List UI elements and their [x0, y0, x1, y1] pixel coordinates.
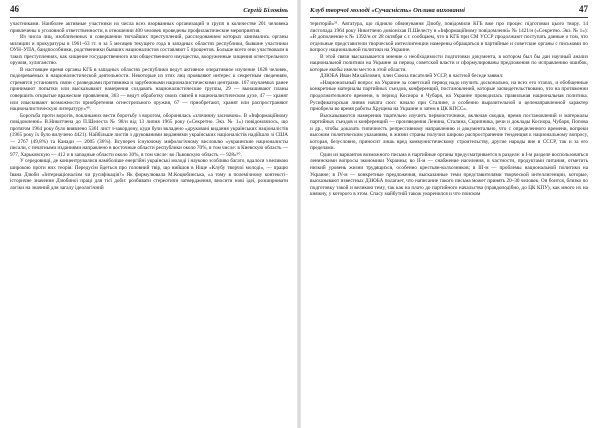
- right-page-header: [310, 4, 588, 18]
- left-page-header: [10, 4, 288, 18]
- right-page: [302, 0, 598, 428]
- paragraph: Один из вариантов возможного письма в партийные органы предусматривается в разделе: в I-м разделе воспользоваться ленинскими вопросы экономики Украины; во II-м — снабжение населения, в частности, продуктами питания, отметить низкий уровень жизни трудящихся, особенно крестьян-колхозников; в III-м — проблемы национальной политики на Украине; в IV-м — конкретные предложения, высказанные теми представителями творческой интеллигенции, которые, высказывают известных ДЗЮБА полагает, что написание такого письма может принять 20–30 человек. Он боится, близко по подготовку такой и великою тему, так как на плато до партийного начальства (правдоподібно, до ЦК КПУ), как много их на княжну, у которого в этом. Спасу майбутній також укоренился и что поиском: [310, 151, 588, 198]
- paragraph: У середовищі, де концентрувалися наміболіше енергійні українські молоді і науково зсобливо багато, вдалося з великою широкою проти них теорія. Передусім йдеться про головний твір, що вийшов в Ніще «Клубу творчої молоді», — працю Івана Дзюби «Інтернаціоналізм чи русифікація?» Як формулювала М.Коцюбинська, «а тому в полемічному контексті–історичне значення Дзюбиної праці для тієї доби: розбивати стереотипи затвердження, вносити нові ідеї, розширювати логіки на значний для загалу ідеологічний: [10, 158, 288, 191]
- right-running-head: Клуб творчої молоді «Сучасність» Оплива вихованні: [310, 7, 465, 14]
- book-gutter: [297, 0, 301, 428]
- paragraph: участниками. Наиболее активные участники из числа всех взорванных организаций и групп в количестве 201 человека привлечены к уголовной ответственности, в отношении 400 человек проведены профилактические мероприятия.: [10, 21, 288, 34]
- paragraph: територій»⁵¹. Автатура, що підняло обвинування Дзюбу, повідомили КГБ вже про процес підготовки цього твору. 14 листопада 1964 року Никитчено довіоніхав П.Шелесту в «Інформаційному повідомленні» № 1421/н («Секретно. Экз. № 1»): «В дополнение к № 1392/н от 28 октября с.г. сообщаем, что в КГБ при СМ УССР продолжают поступать данные о том, что отдельные представители творческой интеллигенции намерены обращаться в партийные и советские органы с письмами по вопросу национальной политики на Украине.: [310, 21, 588, 54]
- paragraph: Из числа лиц, изобличенных в совершении тягчайших преступлений, расследованием которых занимались органы милиции и прокуратуры в 1961–63 гг. и за 5 месяцев текущего года в западных областях республики, бывшие участники ОУН–УПА, бандпособники, родственники бывших националистов составляют 5 процентов. Больше всего они участвовали в таких преступлениях, как хищение государственного или общественного имущества, вооруженные хищения огнестрельного оружия, хулиганство.: [10, 34, 288, 67]
- left-page-body: [10, 21, 288, 191]
- paragraph: В этой связи высказывается мнение о необходимости подготовки документа, в котором был бы дан научный анализ национальной политики на Украине за период советской власти и сформулированы предложения по исправлению ошибок, которые якобы имели место в этой области.: [310, 53, 588, 73]
- left-page-number: 46: [10, 4, 19, 14]
- right-page-number: 47: [579, 4, 588, 14]
- paragraph: ДЗЮБА Иван Михайлович, член Союза писателей УССР, в частной беседе заявил:: [320, 73, 504, 80]
- paragraph: Боротьба проти ворогів, покликаних вести боротьбу з ворогом, оборонялась «злочинну засновою». В «Інформаційному повідомленні» В.Никитчена до П.Шелеста № 98/н від 13 липня 1965 року («Секретно. Экз. № 1») повідомлялось, що протягом 1964 року було виявлено 5361 лист з-закордону, куди були вкладено «друковані видання українських націоналістів (1965 року їх було вилучено 4421). Найбільше листів з друкованими виданнями українських націоналістів надійшло зі США — 2767 (49,8%) та Канади — 2005 (36%). Всупереч існуючому мифологічному висловлю «украинские националисты писали, с печатными изданиями направлено в восточные области республики около 70%, в том числе: в Киевскую область — 977, Харьковскую — 412 и в западные области около 30%, в том числе: во Львовскую область — 928»⁵⁰.: [10, 112, 288, 158]
- paragraph: «Национальный вопрос на Украине за советский период надо изучить досконально, на всех его этапах, и обобщенные конкретные материалы партийных съездов, конференций, постановлений, которые засвидетельствовано, что на протяжении продолжительного времени, в период Косиора и Чубаря, на Украине проводилась правильная национальная политика. Русификаторская линия начата сюсс начало при Сталине, а особенно выразительной и целенаправленной характер приобрела во время работы Хрущева на Украине и затем в ЦК КПСС».: [310, 79, 588, 113]
- left-running-head: Сергій Білокінь: [243, 7, 288, 14]
- paragraph: Высказываются намерения тщательно изучить первоисточники, включая сводки, время постановлений и материалы партийных съездов и конференций — произведения Ленина, Сталина, Скрипника, речи и доклады Косиора, Чубаря, Попова и др., чтобы доказать типичность репрессивному направлению и документально, что с определенного времени, вопреки высоким политическим указаниям, в жизни страны получил широко распространение тенденция к национальному вопросу, которая, безусловно, приносит лишь вред коммунистическому строительству, другие народы вне в СССР, так и за его пределами.: [310, 112, 588, 152]
- right-page-body: [310, 21, 588, 198]
- left-page: [0, 0, 296, 428]
- paragraph: В настоящее время органы КГБ в западных областях республики ведут активное оперативное изучение 1628 человек, подозреваемых в националистической деятельности. Некоторые из этих лиц проявляют интерес к секретным сведениям, стремятся установить связи с разведками противника и зарубежными националистическими центрами. 167 изучаемых ранее принимают попытки или высказывают намерения создавать националистические группы, 29 — вынашивают планы совершить открытые вражеские проявления, 363 — ведут обработку своих связей в националистическом духе, 47 — хранят или изыскивают возможности приобретения огнестрельного оружия, 67 — приобретают, хранят или распространяют националистическую литературу»⁴⁹.: [10, 66, 288, 113]
